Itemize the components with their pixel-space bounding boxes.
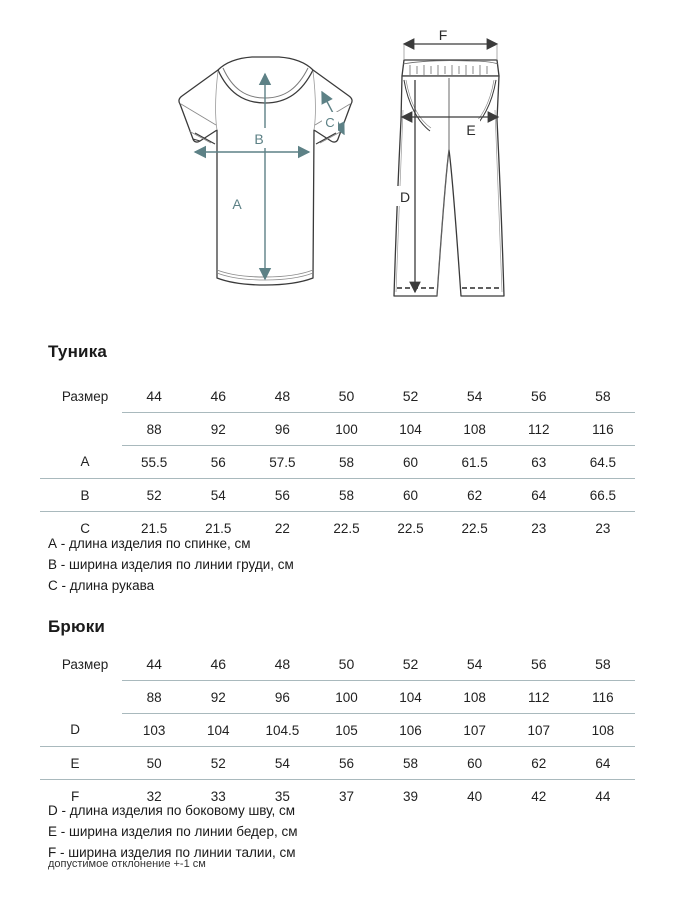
table-cell: 60 xyxy=(443,747,507,780)
size-header-cell: 52 xyxy=(379,380,443,413)
size-header-cell: 44 xyxy=(122,648,186,681)
tunic-legend xyxy=(48,533,294,596)
table-cell: 107 xyxy=(443,714,507,747)
tunic-drawing xyxy=(179,57,352,285)
table-cell: 60 xyxy=(379,479,443,512)
size-header-cell: 48 xyxy=(250,380,314,413)
size-header-cell: 54 xyxy=(443,380,507,413)
legend-line: А - длина изделия по спинке, см xyxy=(48,536,251,551)
size-header-cell: 52 xyxy=(379,648,443,681)
table-cell: 62 xyxy=(507,747,571,780)
table-cell: 96 xyxy=(250,681,314,714)
table-cell: 60 xyxy=(379,446,443,479)
legend-line: В - ширина изделия по линии груди, см xyxy=(48,557,294,572)
table-cell: 64.5 xyxy=(571,446,635,479)
table-cell: 54 xyxy=(186,479,250,512)
garment-illustrations xyxy=(0,0,675,325)
table-cell: 104 xyxy=(186,714,250,747)
pants-size-table xyxy=(40,648,635,812)
table-cell: 88 xyxy=(122,413,186,446)
tunic-size-table xyxy=(40,380,635,544)
table-cell: 112 xyxy=(507,681,571,714)
table-cell: 103 xyxy=(122,714,186,747)
row-label: E xyxy=(40,747,122,780)
table-row xyxy=(40,747,635,780)
table-row xyxy=(40,479,635,512)
tunic-section-title: Туника xyxy=(48,342,108,361)
table-cell: 112 xyxy=(507,413,571,446)
size-header-cell: 44 xyxy=(122,380,186,413)
table-cell: 32 xyxy=(146,788,162,804)
table-cell: 56 xyxy=(250,479,314,512)
table-cell: 108 xyxy=(443,681,507,714)
table-cell: 62 xyxy=(443,479,507,512)
table-cell: 21.5 xyxy=(141,520,168,536)
legend-line: D - длина изделия по боковому шву, см xyxy=(48,803,296,818)
size-header-cell: 50 xyxy=(314,648,378,681)
table-cell: 92 xyxy=(186,681,250,714)
table-cell: 23 xyxy=(531,520,547,536)
table-cell: 22 xyxy=(274,520,290,536)
size-header-cell: 56 xyxy=(507,380,571,413)
row-label xyxy=(40,681,122,714)
table-cell: 52 xyxy=(122,479,186,512)
row-label: D xyxy=(40,714,122,747)
table-cell: 96 xyxy=(250,413,314,446)
size-header-cell: 58 xyxy=(571,648,635,681)
row-label xyxy=(40,413,122,446)
table-cell: 52 xyxy=(186,747,250,780)
table-cell: 88 xyxy=(122,681,186,714)
row-label: A xyxy=(40,446,122,479)
table-cell: 56 xyxy=(314,747,378,780)
table-cell: 33 xyxy=(210,788,226,804)
table-cell: 22.5 xyxy=(333,520,360,536)
tolerance-note: допустимое отклонение +-1 см xyxy=(48,858,206,870)
table-cell: 64 xyxy=(571,747,635,780)
table-cell: 58 xyxy=(379,747,443,780)
table-cell: 56 xyxy=(186,446,250,479)
table-cell: 66.5 xyxy=(571,479,635,512)
table-cell: 21.5 xyxy=(205,520,232,536)
table-cell: 42 xyxy=(531,788,547,804)
table-cell: 108 xyxy=(443,413,507,446)
table-cell: 50 xyxy=(122,747,186,780)
row-label: C xyxy=(80,520,90,536)
table-cell: 100 xyxy=(314,413,378,446)
table-cell: 100 xyxy=(314,681,378,714)
table-cell: 55.5 xyxy=(122,446,186,479)
table-cell: 61.5 xyxy=(443,446,507,479)
dimension-label-d: D xyxy=(399,189,411,205)
table-cell: 54 xyxy=(250,747,314,780)
table-cell: 37 xyxy=(338,788,354,804)
header-label: Размер xyxy=(61,388,109,404)
table-row xyxy=(40,714,635,747)
table-cell: 22.5 xyxy=(397,520,424,536)
dimension-label-f: F xyxy=(438,27,448,43)
size-header-cell: 58 xyxy=(571,380,635,413)
table-cell: 116 xyxy=(571,413,635,446)
table-cell: 104.5 xyxy=(250,714,314,747)
legend-line: E - ширина изделия по линии бедер, см xyxy=(48,824,298,839)
size-header-cell: 48 xyxy=(250,648,314,681)
table-cell: 58 xyxy=(314,446,378,479)
table-cell: 116 xyxy=(571,681,635,714)
table-cell: 35 xyxy=(274,788,290,804)
table-header-row xyxy=(40,648,635,681)
table-cell: 22.5 xyxy=(461,520,488,536)
table-cell: 64 xyxy=(507,479,571,512)
legend-line: С - длина рукава xyxy=(48,578,155,593)
table-cell: 39 xyxy=(403,788,419,804)
size-header-cell: 54 xyxy=(443,648,507,681)
table-cell: 58 xyxy=(314,479,378,512)
table-cell: 104 xyxy=(379,681,443,714)
dimension-label-c: C xyxy=(325,115,335,130)
table-cell: 63 xyxy=(507,446,571,479)
table-cell: 40 xyxy=(467,788,483,804)
size-header-cell: 50 xyxy=(314,380,378,413)
pants-drawing xyxy=(394,24,504,296)
size-header-cell: 46 xyxy=(186,648,250,681)
pants-legend xyxy=(48,800,297,863)
dimension-label-e: E xyxy=(466,122,476,138)
size-header-cell: 56 xyxy=(507,648,571,681)
row-label: B xyxy=(40,479,122,512)
table-row xyxy=(40,413,635,446)
dimension-label-a: A xyxy=(232,196,242,212)
table-header-row xyxy=(40,380,635,413)
table-cell: 104 xyxy=(379,413,443,446)
table-row xyxy=(40,446,635,479)
size-header-cell: 46 xyxy=(186,380,250,413)
legend-line: F - ширина изделия по линии талии, см xyxy=(48,845,296,860)
table-cell: 107 xyxy=(507,714,571,747)
table-cell: 108 xyxy=(571,714,635,747)
table-cell: 57.5 xyxy=(250,446,314,479)
table-cell: 92 xyxy=(186,413,250,446)
table-cell: 23 xyxy=(595,520,611,536)
table-cell: 44 xyxy=(595,788,611,804)
table-row xyxy=(40,681,635,714)
dimension-label-b: B xyxy=(254,131,264,147)
table-cell: 105 xyxy=(314,714,378,747)
table-cell: 106 xyxy=(379,714,443,747)
header-label: Размер xyxy=(61,656,109,672)
pants-section-title: Брюки xyxy=(48,617,106,636)
row-label: F xyxy=(70,788,80,804)
